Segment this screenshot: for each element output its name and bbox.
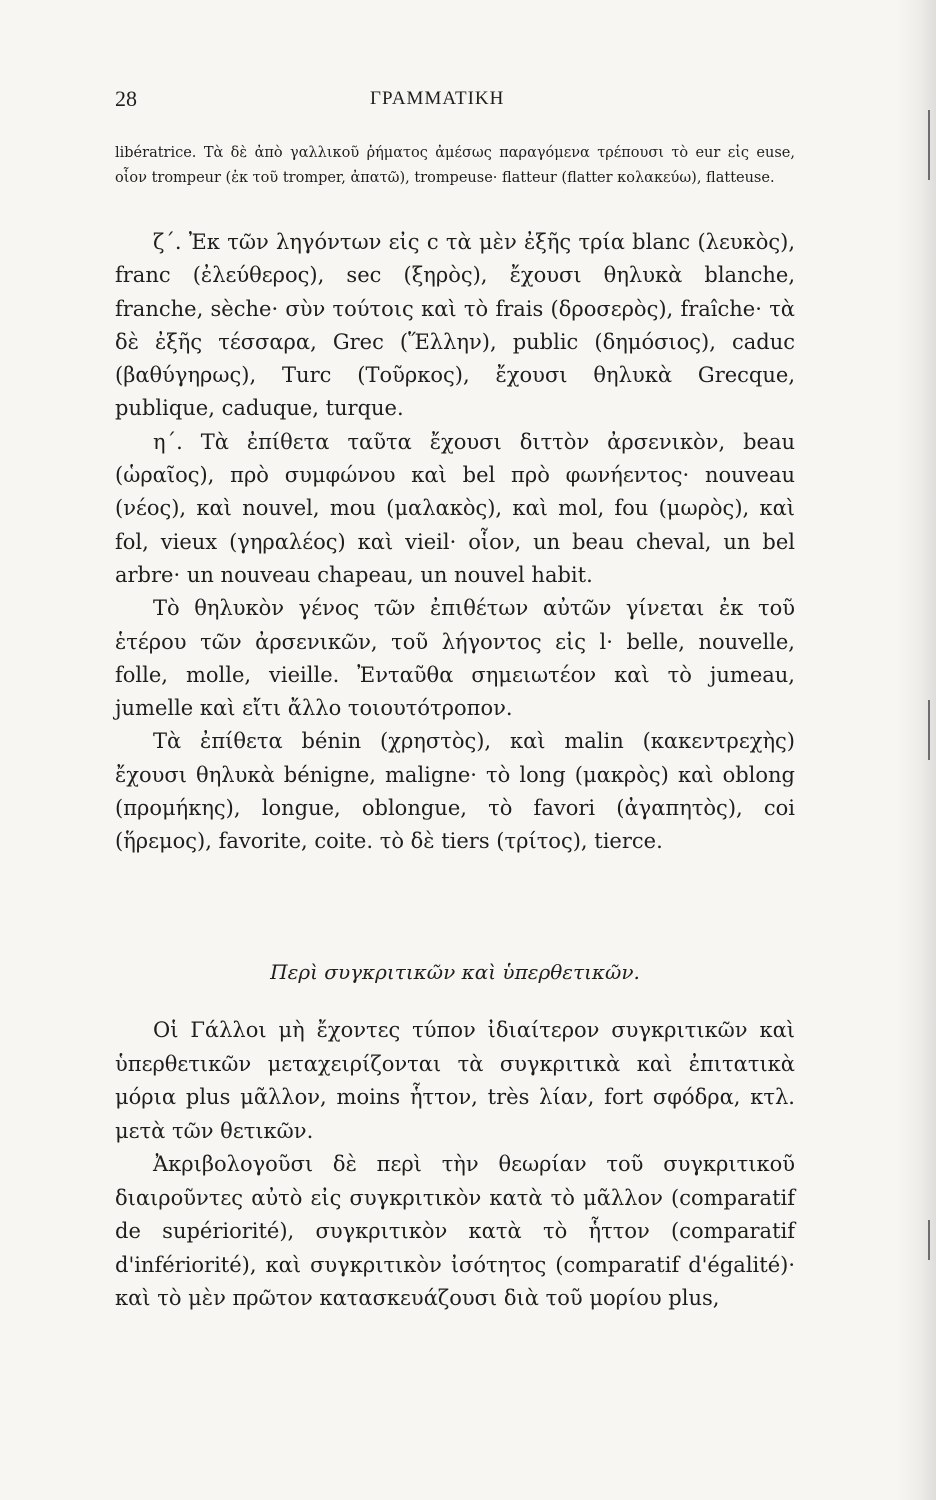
page-edge-mark <box>914 700 930 760</box>
main-text-block <box>115 226 795 859</box>
running-head: ΓΡΑΜΜΑΤΙΚΗ <box>370 88 505 109</box>
section-text-block <box>115 1014 795 1316</box>
paragraph: Τὰ ἐπίθετα bénin (χρηστὸς), καὶ malin (κακεντρεχὴς) ἔχουσι θηλυκὰ bénigne, maligne· τὸ long (μακρὸς) καὶ oblong (προμήκης), longue, oblongue, τὸ favori (ἀγαπητὸς), coi (ἥρεμος), favorite, coite. τὸ δὲ tiers (τρίτος), tierce. <box>115 729 795 854</box>
page-number: 28 <box>115 86 137 111</box>
paragraph: ζ΄. Ἐκ τῶν ληγόντων εἰς c τὰ μὲν ἐξῆς τρία blanc (λευκὸς), franc (ἐλεύθερος), sec (ξηρὸς), ἔχουσι θηλυκὰ blanche, franche, sèche· σὺν τούτοις καὶ τὸ frais (δροσερὸς), fraîche· τὰ δὲ ἐξῆς τέσσαρα, Grec (Ἕλλην), public (δημόσιος), caduc (βαθύγηρως), Turc (Τοῦρκος), ἔχουσι θηλυκὰ Grecque, publique, caduque, turque. <box>115 230 795 421</box>
paragraph: η΄. Τὰ ἐπίθετα ταῦτα ἔχουσι διττὸν ἀρσενικὸν, beau (ὡραῖος), πρὸ συμφώνου καὶ bel πρὸ φωνήεντος· nouveau (νέος), καὶ nouvel, mou (μαλακὸς), καὶ mol, fou (μωρὸς), καὶ fol, vieux (γηραλέος) καὶ vieil· οἷον, un beau cheval, un bel arbre· un nouveau chapeau, un nouvel habit. <box>115 429 795 587</box>
paragraph: Τὸ θηλυκὸν γένος τῶν ἐπιθέτων αὐτῶν γίνεται ἐκ τοῦ ἑτέρου τῶν ἀρσενικῶν, τοῦ λήγοντος εἰς l· belle, nouvelle, folle, molle, vieille. Ἐνταῦθα σημειωτέον καὶ τὸ jumeau, jumelle καὶ εἴτι ἄλλο τοιουτότροπον. <box>115 596 795 721</box>
continuation-paragraph <box>115 141 795 191</box>
section-heading: Περὶ συγκριτικῶν καὶ ὑπερθετικῶν. <box>270 960 640 984</box>
paragraph: Οἱ Γάλλοι μὴ ἔχοντες τύπον ἰδιαίτερον συγκριτικῶν καὶ ὑπερθετικῶν μεταχειρίζονται τὰ συγκριτικὰ καὶ ἐπιτατικὰ μόρια plus μᾶλλον, moins ἧττον, très λίαν, fort σφόδρα, κτλ. μετὰ τῶν θετικῶν. <box>115 1018 795 1143</box>
page-edge-mark <box>914 110 930 180</box>
paragraph: libératrice. Τὰ δὲ ἀπὸ γαλλικοῦ ῥήματος ἀμέσως παραγόμενα τρέπουσι τὸ eur εἰς euse, οἷον trompeur (ἐκ τοῦ tromper, ἀπατῶ), trompeuse· flatteur (flatter κολακεύω), flatteuse. <box>115 145 795 186</box>
paragraph: Ἀκριβολογοῦσι δὲ περὶ τὴν θεωρίαν τοῦ συγκριτικοῦ διαιροῦντες αὐτὸ εἰς συγκριτικὸν κατὰ τὸ μᾶλλον (comparatif de supériorité), συγκριτικὸν κατὰ τὸ ἧττον (comparatif d'infériorité), καὶ συγκριτικὸν ἰσότητος (comparatif d'égalité)· καὶ τὸ μὲν πρῶτον κατασκευάζουσι διὰ τοῦ μορίου plus, <box>115 1152 795 1310</box>
page-edge-mark <box>914 1220 930 1260</box>
page-header <box>115 86 805 116</box>
